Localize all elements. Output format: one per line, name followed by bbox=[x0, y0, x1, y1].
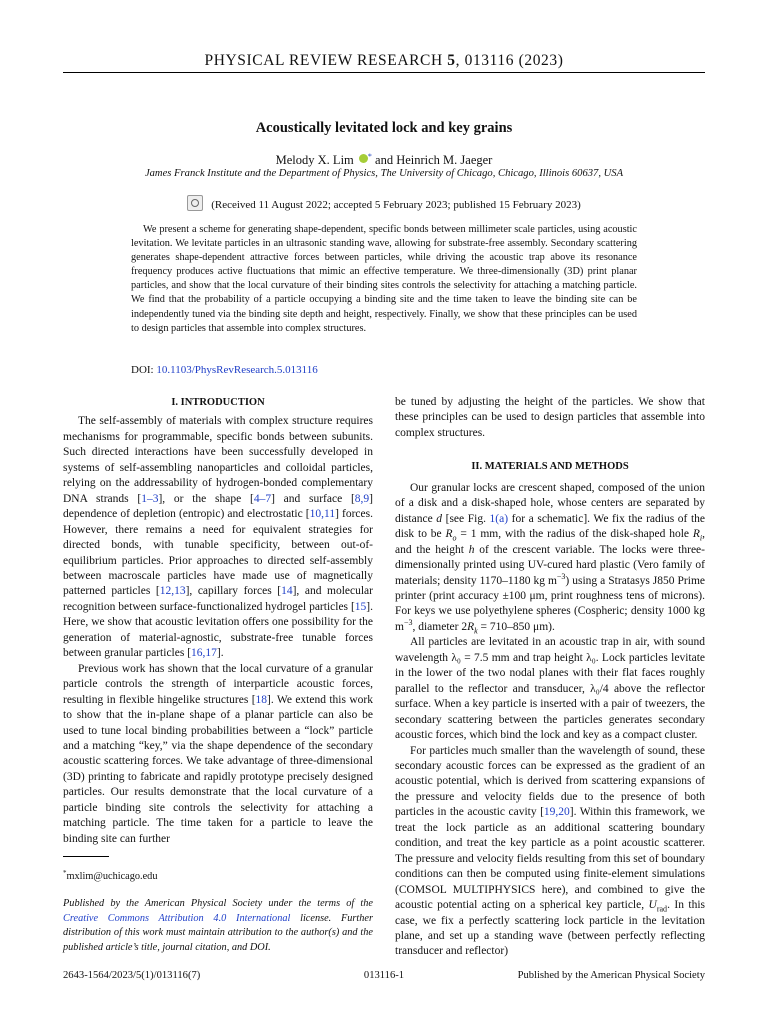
footnote-email bbox=[63, 869, 157, 882]
text-run: For particles much smaller than the wavelength of sound, these secondary acoustic forces can be expressed as the gradient of an acoustic potential, which is derived from scattering expansions of the pressure and velocity fields due to the presence of both particles in the acoustic cavity [ bbox=[395, 744, 705, 819]
citation-link[interactable]: 18 bbox=[255, 693, 268, 706]
text-run: , and the height bbox=[395, 528, 705, 556]
text-run: ] forces. However, there remains a need for equivalent strategies for directed bonds, with tunable specificity, between out-of-equilibrium particles. Prior approaches to directed self-assembly between macroscale particles have made use of magnetically patterned particles [ bbox=[63, 508, 373, 598]
author-list bbox=[63, 152, 705, 168]
text-run: for a schematic]. We fix the radius of the disk to be bbox=[395, 512, 705, 541]
journal-name: PHYSICAL REVIEW RESEARCH bbox=[204, 52, 443, 69]
math-subscript: o bbox=[452, 533, 457, 543]
math-subscript: rad bbox=[656, 904, 668, 914]
footnote-marker: * bbox=[63, 869, 67, 877]
orcid-icon[interactable] bbox=[359, 154, 368, 163]
citation-link[interactable]: 16,17 bbox=[191, 647, 217, 660]
text-run: = 710–850 μm). bbox=[477, 620, 555, 633]
abstract: We present a scheme for generating shape-dependent, specific bonds between millimeter scale particles, using acoustic levitation. We levitate particles in an ultrasonic standing wave, allowing for substrate-free assembly. Secondary scattering generates shape-dependent attractive forces between particles, while driving the acoustic trap above its resonance frequency produces active fluctuations that mimic an effective temperature. We three-dimensionally (3D) print planar particles, and show that the local curvature of their binding sites controls the selectivity for attaching a matching particle. We find that the probability of a particle occupying a binding site and the time taken to leave the binding site can be independently tuned via the binding site depth and height, respectively. Finally, we show that these principles can be used to design particles that assemble into complex structures. bbox=[131, 224, 637, 334]
text-run: . In this case, we fix a perfectly scattering lock particle in the levitation plane, and set up a standing wave (between perfectly reflecting transducer and reflector) bbox=[395, 899, 705, 958]
figure-link[interactable]: 1(a) bbox=[489, 512, 509, 525]
corresponding-email[interactable]: mxlim@uchicago.edu bbox=[66, 871, 158, 882]
right-column bbox=[395, 395, 705, 960]
journal-volume: 5 bbox=[447, 52, 456, 69]
doi-link[interactable]: 10.1103/PhysRevResearch.5.013116 bbox=[156, 364, 318, 376]
license-statement bbox=[63, 897, 373, 955]
text-run: The self-assembly of materials with complex structure requires mechanisms for programmable, specific bonds between subunits. Such directed interactions have been successfully developed in systems of self-assembling nanoparticles and colloidal particles, relying on the addressability of hydrogen-bonded complementary DNA strands [ bbox=[63, 415, 373, 505]
article-number: , 013116 (2023) bbox=[455, 52, 564, 69]
methods-paragraph-2: All particles are levitated in an acoustic trap in air, with sound wavelength λ₀ = 7.5 mm and trap height λ₀. Lock particles levitate in the lower of the two nodal planes with their flat faces roughly parallel to the reflector and transducer, λ₀/4 above the reflector surface. When a key particle is inserted with a pair of tweezers, the secondary scattering between the particles generates secondary acoustic forces, which bind the lock and key as a compact cluster. bbox=[395, 636, 705, 742]
math-superscript: −3 bbox=[403, 618, 413, 628]
received-text: (Received 11 August 2022; accepted 5 February 2023; published 15 February 2023) bbox=[211, 199, 581, 211]
header-divider bbox=[63, 72, 705, 73]
text-run: ]. We extend this work to show that the in-plane shape of a planar particle can also be used to tune local binding probabilities between a “lock” particle and a matching “key,” via the shape dependence of the secondary acoustic scattering forces. We take advantage of three-dimensional (3D) printing to fabricate and rapidly prototype precisely designed particles. Our results demonstrate that the local curvature of a particle binding site controls the selectivity for attaching a matching particle. The time taken for a particle to leave the binding site can further bbox=[63, 693, 373, 845]
author-lim: Melody X. Lim bbox=[275, 153, 354, 167]
doi-label: DOI: bbox=[131, 364, 157, 376]
software-name: COMSOL MULTIPHYSICS bbox=[398, 883, 536, 896]
left-column bbox=[63, 395, 373, 847]
intro-continuation: be tuned by adjusting the height of the particles. We show that these principles can be used to design particles that assemble into complex structures. bbox=[395, 396, 705, 439]
methods-paragraph-3 bbox=[395, 744, 705, 960]
citation-link[interactable]: 19,20 bbox=[543, 806, 570, 819]
citation-link[interactable]: 14 bbox=[281, 585, 293, 598]
license-text: license. Further distribution of this work must maintain attribution to the author(s) and the published article’s title, journal citation, and DOI. bbox=[63, 912, 373, 953]
citation-link[interactable]: 8,9 bbox=[354, 492, 370, 505]
citation-link[interactable]: 15 bbox=[354, 600, 367, 613]
text-run: ]. Here, we show that acoustic levitation offers one possibility for the generation of material-agnostic, substrate-free tunable forces between granular particles [ bbox=[63, 600, 373, 660]
footer-issn: 2643-1564/2023/5(1)/013116(7) bbox=[63, 970, 201, 981]
citation-link[interactable]: 12,13 bbox=[159, 585, 186, 598]
section-heading-introduction: I. INTRODUCTION bbox=[171, 397, 265, 408]
math-symbol: h bbox=[468, 543, 475, 556]
intro-paragraph-2 bbox=[63, 662, 373, 847]
text-run: Our granular locks are crescent shaped, composed of the union of a disk and a disk-shaped hole, whose centers are separated by distance bbox=[395, 481, 705, 525]
license-text: Published by the American Physical Society under the terms of the bbox=[63, 898, 373, 909]
text-run: ], and molecular recognition between surface-functionalized hydrogel particles [ bbox=[63, 585, 373, 613]
license-link[interactable]: Creative Commons Attribution 4.0 International bbox=[63, 912, 291, 924]
math-symbol: R bbox=[692, 528, 700, 541]
citation-link[interactable]: 1–3 bbox=[141, 492, 159, 505]
text-run: here), and combined to give the acoustic potential acting on a spherical key particle, bbox=[395, 883, 705, 912]
author-jaeger: and Heinrich M. Jaeger bbox=[375, 153, 493, 167]
intro-paragraph-1 bbox=[63, 414, 373, 661]
math-symbol: d bbox=[436, 512, 443, 525]
text-run: Previous work has shown that the local curvature of a granular particle controls the strength of interparticle acoustic forces, resulting in flexible hingelike structures [ bbox=[63, 662, 373, 706]
methods-paragraph-1 bbox=[395, 481, 705, 636]
text-run: [see Fig. bbox=[442, 512, 490, 525]
text-run: ], capillary forces [ bbox=[185, 585, 282, 598]
text-run: ]. Within this framework, we treat the lock particle as an additional scattering boundary condition, and treat the key particle as a point acoustic scatterer. The pressure and velocity fields resulting from this set of boundary conditions can then be computed using finite-element simulations ( bbox=[395, 806, 705, 896]
math-symbol: R bbox=[445, 528, 453, 541]
text-run: , diameter 2 bbox=[412, 620, 468, 633]
citation-link[interactable]: 4–7 bbox=[253, 492, 272, 505]
math-symbol: R bbox=[467, 620, 475, 633]
doi-line bbox=[131, 364, 318, 376]
corresponding-author-marker[interactable]: * bbox=[367, 152, 372, 161]
math-subscript: i bbox=[699, 533, 703, 543]
math-superscript: −3 bbox=[556, 571, 566, 581]
math-subscript: k bbox=[474, 626, 478, 636]
affiliation: James Franck Institute and the Department of Physics, The University of Chicago, Chicago, Illinois 60637, USA bbox=[144, 168, 624, 179]
text-run: = 1 mm, with the radius of the disk-shaped hole bbox=[456, 528, 693, 541]
footnote-divider bbox=[63, 856, 109, 857]
footer-publisher: Published by the American Physical Society bbox=[517, 970, 705, 981]
text-run: ] dependence of depletion (entropic) and electrostatic [ bbox=[63, 492, 373, 521]
check-for-updates-icon[interactable] bbox=[187, 195, 203, 211]
math-symbol: U bbox=[648, 899, 657, 912]
received-dates bbox=[63, 195, 705, 211]
paper-title: Acoustically levitated lock and key grains bbox=[255, 120, 513, 136]
text-run: ]. bbox=[216, 647, 224, 660]
footer-page-number: 013116-1 bbox=[363, 970, 405, 981]
text-run: ], or the shape [ bbox=[158, 492, 254, 505]
text-run: ] and surface [ bbox=[271, 492, 355, 505]
text-run: ) using a Stratasys J850 Prime printer (print accuracy ±100 μm, print roughness tens of microns). For keys we use polyethylene spheres (Cospheric; density 1000 kg m bbox=[395, 574, 705, 633]
citation-link[interactable]: 10,11 bbox=[309, 508, 336, 521]
text-run: of the crescent variable. The locks were three-dimensionally printed using UV-cured hard plastic (Vero family of materials; density 1170–1180 kg m bbox=[395, 543, 705, 587]
journal-header bbox=[63, 52, 705, 70]
section-heading-methods: II. MATERIALS AND METHODS bbox=[471, 461, 629, 473]
